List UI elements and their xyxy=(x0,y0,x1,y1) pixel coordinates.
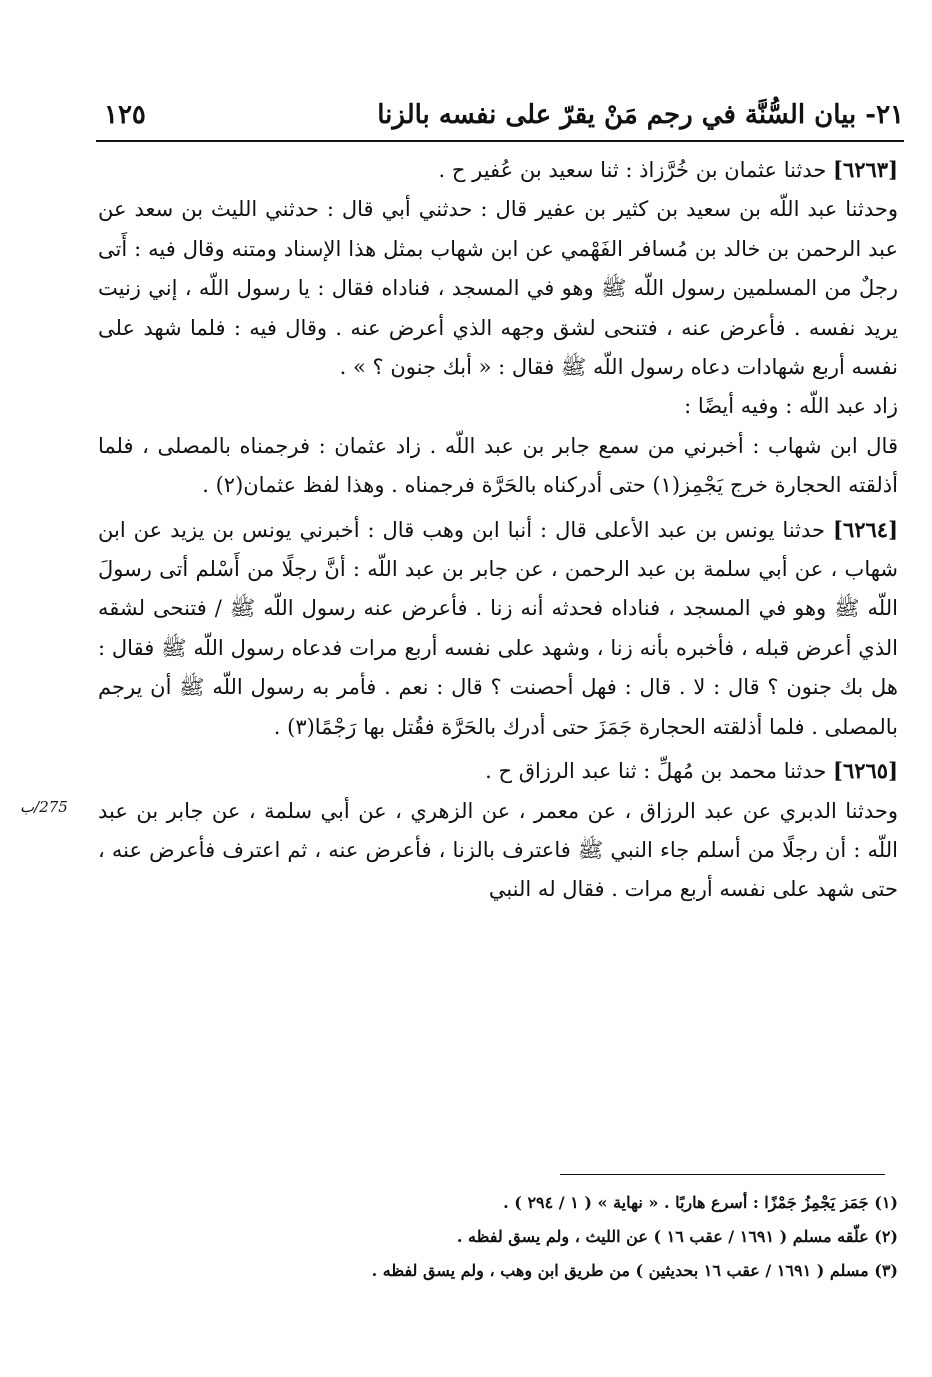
hadith-text: حدثنا عثمان بن خُرَّزاذ : ثنا سعيد بن عُفير ح . xyxy=(438,158,827,182)
page-header xyxy=(96,78,904,130)
page-body xyxy=(98,150,898,910)
hadith-6263-para-4 xyxy=(98,427,898,506)
hadith-text: زاد عبد اللّه : وفيه أيضًا : xyxy=(684,394,898,419)
hadith-text: قال ابن شهاب : أخبرني من سمع جابر بن عبد اللّه . زاد عثمان : فرجمناه بالمصلى ، فلما أذلقته الحجارة خرج يَجْمِز(١) حتى أدركناه بالحَرَّة فرجمناه . وهذا لفظ عثمان(٢) . xyxy=(98,433,898,498)
hadith-text: وحدثنا عبد اللّه بن سعيد بن كثير بن عفير قال : حدثني أبي قال : حدثني الليث بن سعد عن عبد الرحمن بن خالد بن مُسافر الفَهْمي عن ابن شهاب بمثل هذا الإسناد ومتنه وقال فيه : أَتى رجلٌ من المسلمين رسول اللّه ﷺ وهو في المسجد ، فناداه فقال : يا رسول اللّه ، إني زنيت يريد نفسه . فأعرض عنه ، فتنحى لشق وجهه الذي أعرض عنه . وقال فيه : فلما شهد على نفسه أربع شهادات دعاه رسول اللّه ﷺ فقال : « أبك جنون ؟ » . xyxy=(98,197,898,380)
hadith-6265-para-2 xyxy=(98,792,898,910)
hadith-6265-line-1 xyxy=(98,751,898,791)
chapter-title: ٢١- بيان السُّنَّة في رجم مَنْ يقرّ على نفسه بالزنا xyxy=(377,100,904,130)
margin-folio-note: 275/ب xyxy=(20,798,68,816)
hadith-text: وحدثنا الدبري عن عبد الرزاق ، عن معمر ، عن الزهري ، عن أبي سلمة ، عن جابر بن عبد اللّه : أن رجلًا من أسلم جاء النبي ﷺ فاعترف بالزنا ، فأعرض عنه ، ثم اعترف فأعرض عنه ، حتى شهد على نفسه أربع مرات . فقال له النبي xyxy=(98,798,898,902)
hadith-number: [٦٢٦٤] xyxy=(833,516,898,542)
hadith-text: حدثنا يونس بن عبد الأعلى قال : أنبا ابن وهب قال : أخبرني يونس بن يزيد عن ابن شهاب ، عن أبي سلمة بن عبد الرحمن ، عن جابر بن عبد اللّه : أنَّ رجلًا من أَسْلم أتى رسولَ اللّه ﷺ وهو في المسجد ، فناداه فحدثه أنه زنا . فأعرض عنه رسول اللّه ﷺ / فتنحى لشقه الذي أعرض قبله ، فأخبره بأنه زنا ، وشهد على نفسه أربع مرات فدعاه رسول اللّه ﷺ فقال : هل بك جنون ؟ قال : لا . قال : فهل أحصنت ؟ قال : نعم . فأمر به رسول اللّه ﷺ أن يرجم بالمصلى . فلما أذلقته الحجارة جَمَزَ حتى أدرك بالحَرَّة فقُتل بها رَجْمًا(٣) . xyxy=(98,517,898,739)
hadith-text: حدثنا محمد بن مُهلِّ : ثنا عبد الرزاق ح . xyxy=(485,759,827,784)
hadith-number: [٦٢٦٣] xyxy=(833,157,898,182)
hadith-number: [٦٢٦٥] xyxy=(833,758,898,784)
footnote-1: (١) جَمَز يَجْمِزُ جَمْزًا : أسرع هاربًا . « نهاية » ( ١ / ٢٩٤ ) . xyxy=(503,1193,898,1212)
header-rule xyxy=(96,140,904,142)
footnote-rule xyxy=(560,1174,885,1175)
hadith-6263-para-3 xyxy=(98,387,898,426)
hadith-6263-line-1 xyxy=(98,150,898,190)
page-number: ١٢٥ xyxy=(104,100,146,130)
footnotes xyxy=(98,1186,898,1288)
hadith-6264 xyxy=(98,510,898,747)
footnote-2: (٢) علّقه مسلم ( ١٦٩١ / عقب ١٦ ) عن الليث ، ولم يسق لفظه . xyxy=(456,1227,898,1246)
hadith-6263-para-2 xyxy=(98,190,898,387)
footnote-3: (٣) مسلم ( ١٦٩١ / عقب ١٦ بحديثين ) من طريق ابن وهب ، ولم يسق لفظه . xyxy=(371,1261,898,1280)
